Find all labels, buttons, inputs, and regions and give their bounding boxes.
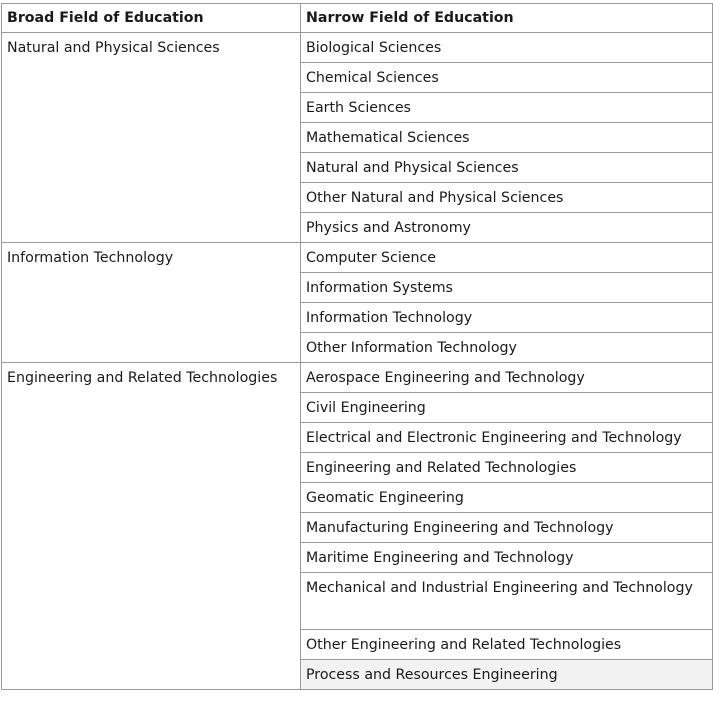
narrow-field-cell: Geomatic Engineering bbox=[301, 483, 713, 513]
header-broad-field: Broad Field of Education bbox=[2, 4, 301, 33]
narrow-field-cell: Aerospace Engineering and Technology bbox=[301, 363, 713, 393]
narrow-field-cell: Other Information Technology bbox=[301, 333, 713, 363]
narrow-field-cell: Earth Sciences bbox=[301, 93, 713, 123]
narrow-field-cell: Chemical Sciences bbox=[301, 63, 713, 93]
narrow-field-cell: Manufacturing Engineering and Technology bbox=[301, 513, 713, 543]
narrow-field-cell: Mechanical and Industrial Engineering and Technology bbox=[301, 573, 713, 630]
narrow-field-cell: Physics and Astronomy bbox=[301, 213, 713, 243]
table-row bbox=[2, 363, 713, 393]
narrow-field-cell: Biological Sciences bbox=[301, 33, 713, 63]
broad-field-cell: Engineering and Related Technologies bbox=[2, 363, 301, 690]
broad-field-cell: Information Technology bbox=[2, 243, 301, 363]
narrow-field-cell: Electrical and Electronic Engineering and Technology bbox=[301, 423, 713, 453]
narrow-field-cell: Other Engineering and Related Technologies bbox=[301, 630, 713, 660]
broad-field-cell: Natural and Physical Sciences bbox=[2, 33, 301, 243]
narrow-field-cell: Information Technology bbox=[301, 303, 713, 333]
narrow-field-cell: Natural and Physical Sciences bbox=[301, 153, 713, 183]
narrow-field-cell: Maritime Engineering and Technology bbox=[301, 543, 713, 573]
header-narrow-field: Narrow Field of Education bbox=[301, 4, 713, 33]
narrow-field-cell: Mathematical Sciences bbox=[301, 123, 713, 153]
narrow-field-cell: Computer Science bbox=[301, 243, 713, 273]
narrow-field-cell: Process and Resources Engineering bbox=[301, 660, 713, 690]
narrow-field-cell: Engineering and Related Technologies bbox=[301, 453, 713, 483]
narrow-field-cell: Information Systems bbox=[301, 273, 713, 303]
narrow-field-cell: Civil Engineering bbox=[301, 393, 713, 423]
narrow-field-cell: Other Natural and Physical Sciences bbox=[301, 183, 713, 213]
table-row bbox=[2, 243, 713, 273]
header-row bbox=[2, 4, 713, 33]
field-of-education-table bbox=[1, 3, 713, 690]
table-row bbox=[2, 33, 713, 63]
